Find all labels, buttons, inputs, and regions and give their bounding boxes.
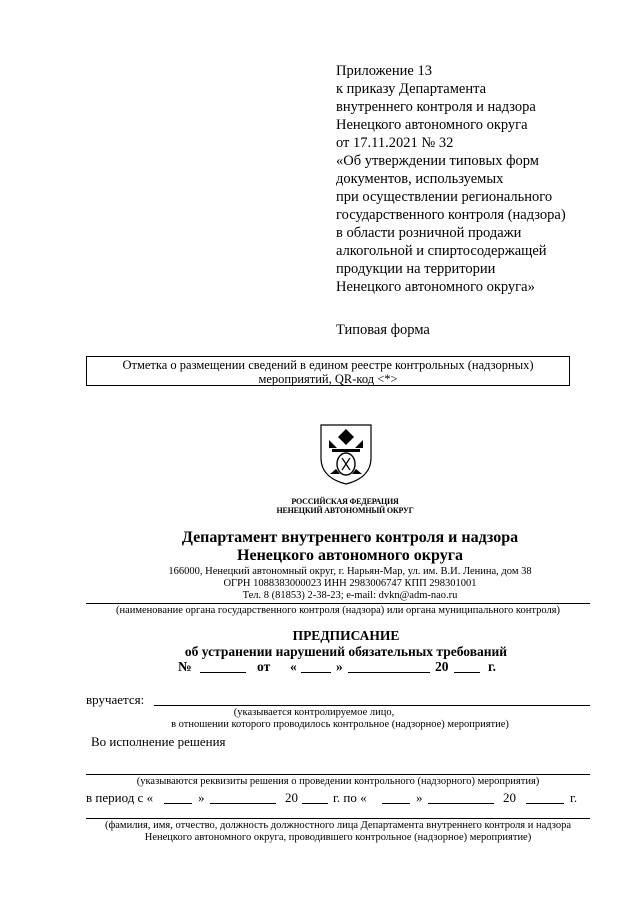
country-header [240, 497, 450, 515]
year-suffix: г. [488, 659, 496, 674]
appendix-line: «Об утверждении типовых форм [336, 153, 539, 169]
appendix-line: в области розничной продажи [336, 225, 522, 241]
region-name: НЕНЕЦКИЙ АВТОНОМНЫЙ ОКРУГ [276, 506, 414, 515]
execution-caption: (указываются реквизиты решения о проведении контрольного (надзорного) мероприятия) [136, 776, 540, 787]
period-line [86, 790, 596, 808]
served-label: вручается: [86, 692, 145, 707]
appendix-line: продукции на территории [336, 261, 496, 277]
period-close-quote: » [198, 790, 205, 805]
document-title: ПРЕДПИСАНИЕ [292, 628, 400, 643]
appendix-line: государственного контроля (надзора) [336, 207, 566, 223]
number-field[interactable] [200, 659, 246, 673]
department-name [120, 529, 580, 565]
appendix-line: от 17.11.2021 № 32 [336, 135, 454, 151]
number-sign: № [178, 659, 192, 674]
separator-line [86, 603, 590, 604]
appendix-line: алкогольной и спиртосодержащей [336, 243, 547, 259]
period-end-year-field[interactable] [526, 790, 564, 804]
appendix-block [336, 62, 626, 296]
phone-email: Тел. 8 (81853) 2-38-23; e-mail: dvkn@adm-nao.ru [242, 590, 458, 601]
country-name: РОССИЙСКАЯ ФЕДЕРАЦИЯ [291, 497, 399, 506]
document-subtitle: об устранении нарушений обязательных требований [184, 644, 508, 659]
registry-line-2: мероприятий, QR-код <*> [258, 372, 398, 386]
close-quote: » [336, 659, 343, 674]
execution-label: Во исполнение решения [91, 734, 226, 749]
day-field[interactable] [301, 659, 331, 673]
period-year-end: г. [570, 790, 578, 805]
appendix-line: Ненецкого автономного округа» [336, 279, 535, 295]
period-century: 20 [285, 790, 298, 805]
appendix-line: внутреннего контроля и надзора [336, 99, 536, 115]
authority-caption: (наименование органа государственного контроля (надзора) или органа муниципального контроля) [115, 605, 561, 616]
department-line-2: Ненецкого автономного округа [237, 547, 463, 564]
period-start-year-field[interactable] [302, 790, 328, 804]
coat-of-arms-icon [318, 422, 374, 486]
department-line-1: Департамент внутреннего контроля и надзора [181, 529, 519, 546]
document-title-block [86, 628, 606, 660]
period-end-day-field[interactable] [382, 790, 410, 804]
registry-line-1: Отметка о размещении сведений в едином реестре контрольных (надзорных) [122, 358, 534, 372]
appendix-line: к приказу Департамента [336, 81, 487, 97]
address: 166000, Ненецкий автономный округ, г. Нарьян-Мар, ул. им. В.И. Ленина, дом 38 [168, 566, 532, 577]
department-contacts [120, 566, 580, 602]
period-to-label: г. по « [333, 790, 367, 805]
period-from-label: в период с « [86, 790, 154, 805]
year-field[interactable] [454, 659, 480, 673]
period-century-2: 20 [503, 790, 516, 805]
served-field[interactable] [154, 705, 590, 706]
century-label: 20 [435, 659, 449, 674]
appendix-line: Приложение 13 [336, 63, 432, 79]
registry-qr-box [86, 356, 570, 386]
period-start-month-field[interactable] [210, 790, 276, 804]
open-quote: « [290, 659, 297, 674]
date-from-label: от [257, 659, 271, 674]
served-caption-2: в отношении которого проводилось контрольное (надзорное) мероприятие) [171, 719, 509, 730]
official-field[interactable] [86, 818, 590, 819]
appendix-line: при осуществлении регионального [336, 189, 553, 205]
period-end-month-field[interactable] [428, 790, 494, 804]
period-start-day-field[interactable] [164, 790, 192, 804]
official-caption-2: Ненецкого автономного округа, проводившего контрольное (надзорное) мероприятие) [144, 832, 532, 843]
period-close-quote-2: » [416, 790, 423, 805]
served-caption-1: (указывается контролируемое лицо, [233, 707, 395, 718]
execution-field[interactable] [86, 774, 590, 775]
appendix-line: Ненецкого автономного округа [336, 117, 528, 133]
month-field[interactable] [348, 659, 430, 673]
form-type-label: Типовая форма [336, 322, 430, 338]
registration-numbers: ОГРН 1088383000023 ИНН 2983006747 КПП 298301001 [223, 578, 477, 589]
official-caption-1: (фамилия, имя, отчество, должность должностного лица Департамента внутреннего контроля и надзора [104, 820, 572, 831]
appendix-line: документов, используемых [336, 171, 504, 187]
